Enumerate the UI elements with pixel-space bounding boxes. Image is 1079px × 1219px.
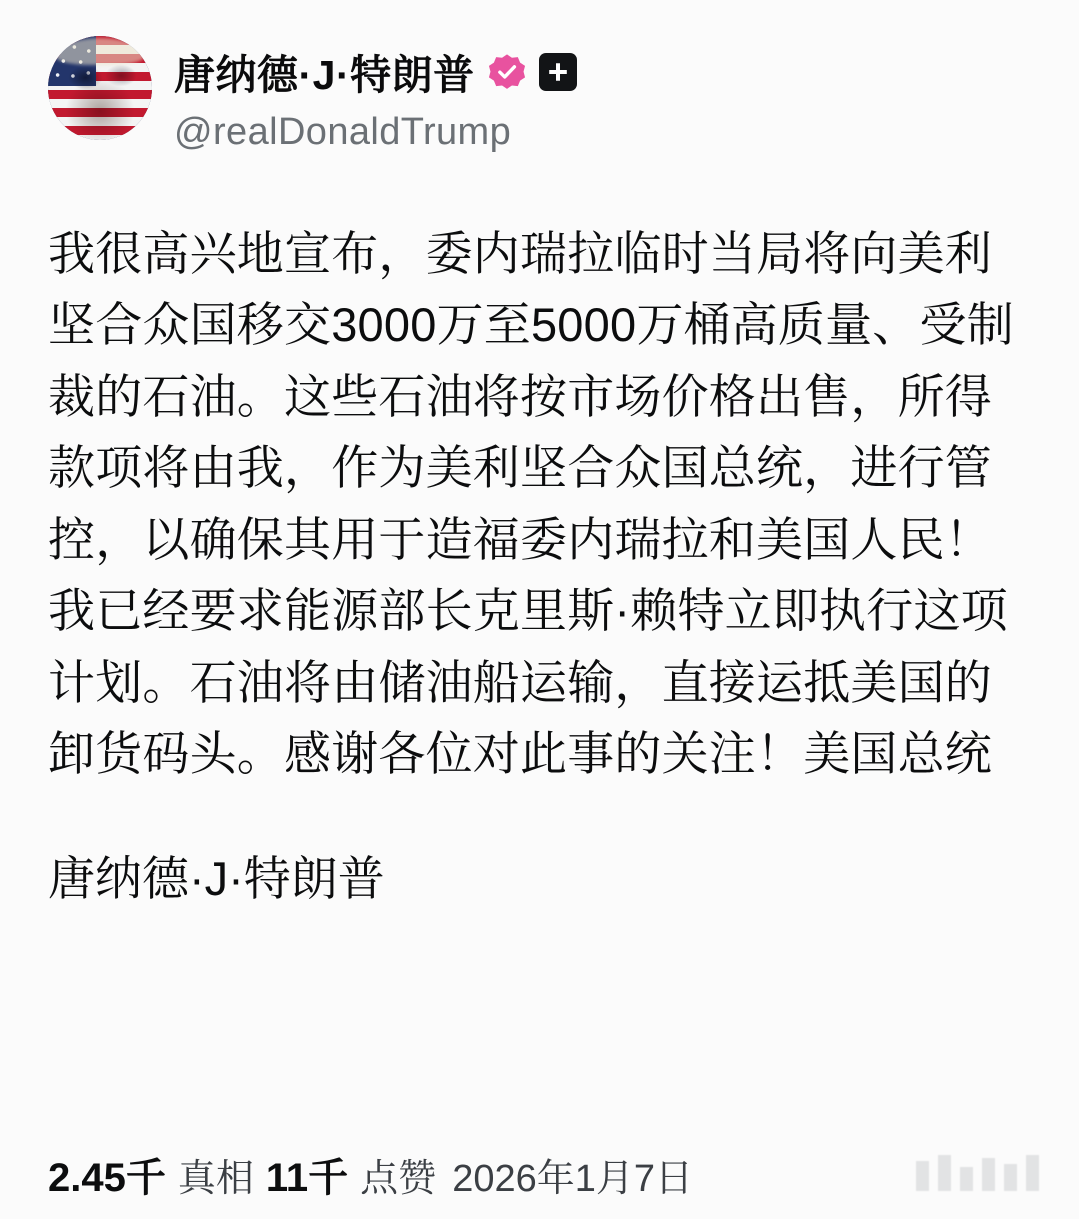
display-name-row bbox=[174, 42, 577, 101]
author-handle[interactable]: @realDonaldTrump bbox=[174, 111, 512, 153]
verified-badge-icon bbox=[488, 53, 526, 91]
post-signature: 唐纳德·J·特朗普 bbox=[48, 851, 385, 905]
likes-label: 点赞 bbox=[360, 1158, 437, 1200]
post-body-text: 我很高兴地宣布，委内瑞拉临时当局将向美利坚合众国移交3000万至5000万桶高质量、受制裁的石油。这些石油将按市场价格出售，所得款项将由我，作为美利坚合众国总统，进行管控，以确保其用于造福委内瑞拉和美国人民！我已经要求能源部长克里斯·赖特立即执行这项计划。石油将由储油船运输，直接运抵美国的卸货码头。感谢各位对此事的关注！美国总统 bbox=[48, 227, 1014, 781]
medical-cross-badge-icon bbox=[539, 53, 577, 91]
author-names bbox=[174, 36, 577, 154]
truths-count[interactable]: 2.45千 bbox=[48, 1156, 166, 1200]
post-date: 2026年1月7日 bbox=[452, 1158, 693, 1200]
author-display-name: 唐纳德·J·特朗普 bbox=[174, 52, 475, 98]
truths-label: 真相 bbox=[177, 1158, 254, 1200]
post-stats-bar bbox=[48, 1146, 1039, 1203]
avatar[interactable] bbox=[48, 36, 152, 140]
post-header bbox=[48, 36, 1031, 154]
blurred-watermark-bars bbox=[916, 1155, 1039, 1191]
likes-count[interactable]: 11千 bbox=[265, 1156, 349, 1200]
avatar-face-shading bbox=[48, 36, 152, 140]
